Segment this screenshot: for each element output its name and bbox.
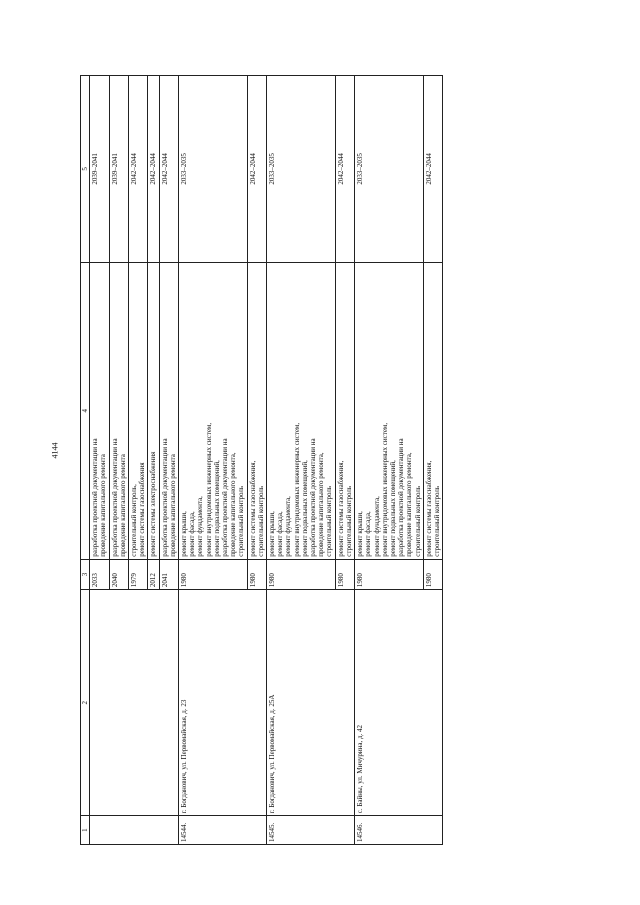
period-cell: 2033–2035 [267, 76, 336, 263]
row-number-cell: 14544. [179, 816, 267, 845]
work-item: ремонт фундамента, [284, 496, 293, 557]
work-item: ремонт подвальных помещений, [388, 460, 397, 557]
address-cell: г. Богданович, ул. Первомайская, д. 23 [179, 590, 267, 816]
work-item: разработка проектной документации на [91, 438, 100, 557]
year-cell: 2033 [90, 559, 109, 589]
work-item: разработка проектной документации на [160, 438, 169, 557]
year-cell: 1980 [335, 559, 354, 589]
work-item: строительный контроль, [130, 484, 139, 557]
address-cell [90, 590, 179, 816]
works-cell [267, 262, 336, 559]
work-item: разработка проектной документации на [110, 438, 119, 557]
year-cell: 1980 [179, 559, 248, 589]
year-cell: 2012 [148, 559, 159, 589]
table-row [90, 76, 109, 845]
year-cell: 1980 [423, 559, 442, 589]
period-cell: 2039–2041 [90, 76, 109, 263]
address-cell: с. Байны, ул. Мичурина, д. 42 [355, 590, 443, 816]
period-cell: 2042–2044 [148, 76, 159, 263]
period-cell: 2033–2035 [355, 76, 424, 263]
work-item: ремонт внутридомовых инженерных систем, [292, 422, 301, 557]
work-item: ремонт системы газоснабжения, [336, 460, 345, 557]
work-item: разработка проектной документации на [309, 438, 318, 557]
period-cell: 2033–2035 [179, 76, 248, 263]
work-item: ремонт крыши, [268, 511, 277, 557]
works-cell [159, 262, 178, 559]
work-item: ремонт фундамента, [196, 496, 205, 557]
year-cell: 1980 [355, 559, 424, 589]
work-item: ремонт подвальных помещений, [212, 460, 221, 557]
works-cell [148, 262, 159, 559]
header-row [81, 76, 90, 845]
period-cell: 2042–2044 [247, 76, 266, 263]
work-item: проведение капитального ремонта [168, 454, 177, 557]
row-number-cell [90, 816, 179, 845]
table-row [355, 76, 424, 845]
work-item: проведение капитального ремонта [99, 454, 108, 557]
work-item: строительный контроль [413, 485, 422, 557]
period-cell: 2042–2044 [423, 76, 442, 263]
work-item: ремонт подвальных помещений, [300, 460, 309, 557]
work-item: проведение капитального ремонта [118, 454, 127, 557]
period-cell: 2042–2044 [335, 76, 354, 263]
table-row [267, 76, 336, 845]
works-cell [247, 262, 266, 559]
row-number-cell: 14546. [355, 816, 443, 845]
works-cell [355, 262, 424, 559]
year-cell: 2040 [109, 559, 128, 589]
work-item: проведение капитального ремонта, [317, 452, 326, 557]
works-cell [335, 262, 354, 559]
work-item: ремонт системы газоснабжения, [424, 460, 433, 557]
work-item: ремонт системы газоснабжения [138, 462, 147, 557]
header-col-4: 4 [81, 262, 90, 559]
table-row [179, 76, 248, 845]
year-cell: 1980 [247, 559, 266, 589]
work-item: проведение капитального ремонта, [405, 452, 414, 557]
year-cell: 1979 [129, 559, 148, 589]
work-item: ремонт внутридомовых инженерных систем, [380, 422, 389, 557]
year-cell: 1980 [267, 559, 336, 589]
header-col-3: 3 [81, 559, 90, 589]
period-cell: 2039–2041 [109, 76, 128, 263]
work-item: ремонт крыши, [356, 511, 365, 557]
works-cell [423, 262, 442, 559]
work-item: ремонт фундамента, [372, 496, 381, 557]
work-item: ремонт крыши, [180, 511, 189, 557]
works-cell [109, 262, 128, 559]
work-item: строительный контроль [344, 485, 353, 557]
work-item: разработка проектной документации на [397, 438, 406, 557]
work-item: ремонт системы газоснабжения, [248, 460, 257, 557]
rotated-table-container [80, 75, 575, 845]
works-cell [90, 262, 109, 559]
work-item: ремонт системы электроснабжения [149, 451, 158, 557]
work-item: ремонт фасада, [364, 511, 373, 557]
period-cell: 2042–2044 [159, 76, 178, 263]
header-col-5: 5 [81, 76, 90, 263]
header-col-1: 1 [81, 816, 90, 845]
work-item: ремонт фасада, [188, 511, 197, 557]
work-item: строительный контроль [256, 485, 265, 557]
address-cell: г. Богданович, ул. Первомайская, д. 25А [267, 590, 355, 816]
period-cell: 2042–2044 [129, 76, 148, 263]
header-col-2: 2 [81, 590, 90, 816]
work-item: проведение капитального ремонта, [229, 452, 238, 557]
row-number-cell: 14545. [267, 816, 355, 845]
work-item: строительный контроль [325, 485, 334, 557]
work-item: разработка проектной документации на [221, 438, 230, 557]
work-item: строительный контроль [237, 485, 246, 557]
year-cell: 2041 [159, 559, 178, 589]
page-number: 4144 [50, 442, 60, 459]
repair-schedule-table [80, 75, 443, 845]
work-item: ремонт фасада, [276, 511, 285, 557]
work-item: строительный контроль [432, 485, 441, 557]
works-cell [129, 262, 148, 559]
works-cell [179, 262, 248, 559]
work-item: ремонт внутридомовых инженерных систем, [204, 422, 213, 557]
